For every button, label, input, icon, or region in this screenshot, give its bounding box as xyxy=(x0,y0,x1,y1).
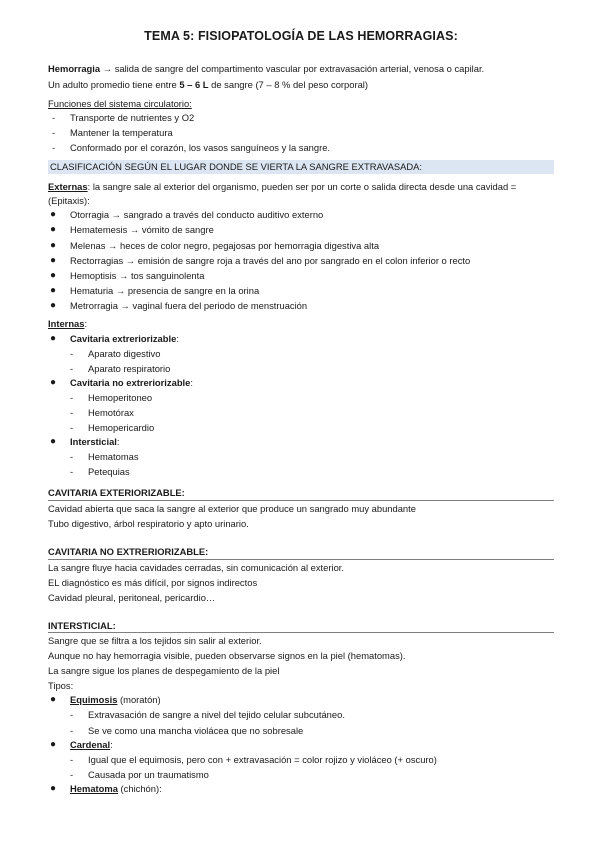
dash-marker: - xyxy=(70,725,74,736)
adult-post: de sangre (7 – 8 % del peso corporal) xyxy=(208,79,368,90)
list-item: Igual que el equimosis, pero con + extravasación = color rojizo y violáceo (+ oscuro) xyxy=(88,754,437,765)
paragraph-line: EL diagnóstico es más difícil, por signos indirectos xyxy=(48,577,258,588)
dash-marker: - xyxy=(70,709,74,720)
paragraph-line: Aunque no hay hemorragia visible, pueden observarse signos en la piel (hematomas). xyxy=(48,650,406,661)
bullet-marker: ● xyxy=(50,224,57,235)
list-item: Rectorragias → emisión de sangre roja a través del ano por sangrado en el colon inferior o recto xyxy=(70,255,471,266)
externas-text: : la sangre sale al exterior del organismo, pueden ser por un corte o salida directa desde una cavidad = xyxy=(87,181,517,192)
externas-label: Externas xyxy=(48,181,88,192)
adult-pre: Un adulto promedio tiene entre xyxy=(48,79,180,90)
internas-line xyxy=(48,318,87,330)
dash-marker: - xyxy=(52,127,56,138)
intro-definition xyxy=(48,63,484,75)
funciones-heading: Funciones del sistema circulatorio: xyxy=(48,98,192,109)
bullet-marker: ● xyxy=(50,333,57,344)
list-item: Extravasación de sangre a nivel del tejido celular subcutáneo. xyxy=(88,709,345,720)
dash-marker: - xyxy=(70,392,74,403)
list-item: Hemotórax xyxy=(88,407,134,418)
paragraph-line: Tipos: xyxy=(48,680,74,691)
section-divider xyxy=(48,632,554,633)
internas-colon: : xyxy=(84,318,88,329)
list-item: Hematomas xyxy=(88,451,139,462)
classification-banner xyxy=(48,160,554,174)
externas-text-2: (Epitaxis): xyxy=(48,195,90,206)
cav-noext-heading: CAVITARIA NO EXTRERIORIZABLE: xyxy=(48,546,209,557)
paragraph-line: Tubo digestivo, árbol respiratorio y apto urinario. xyxy=(48,518,249,529)
list-item: Conformado por el corazón, los vasos sanguíneos y la sangre. xyxy=(70,142,331,153)
paragraph-line: La sangre fluye hacia cavidades cerradas, sin comunicación al exterior. xyxy=(48,562,344,573)
term-hemorragia: Hemorragia xyxy=(48,63,101,74)
list-item: Metrorragia → vaginal fuera del periodo de menstruación xyxy=(70,300,308,311)
dash-marker: - xyxy=(70,422,74,433)
page-title: TEMA 5: FISIOPATOLOGÍA DE LAS HEMORRAGIAS: xyxy=(144,29,458,43)
dash-marker: - xyxy=(70,348,74,359)
list-item: Melenas → heces de color negro, pegajosas por hemorragia digestiva alta xyxy=(70,240,380,251)
classification-heading: CLASIFICACIÓN SEGÚN EL LUGAR DONDE SE VIERTA LA SANGRE EXTRAVASADA: xyxy=(50,161,422,172)
tipo-title: Hematoma (chichón): xyxy=(70,783,162,794)
bullet-marker: ● xyxy=(50,300,57,311)
dash-marker: - xyxy=(70,769,74,780)
list-item: Transporte de nutrientes y O2 xyxy=(70,112,195,123)
group-title: Cavitaria no extreriorizable: xyxy=(70,377,193,388)
paragraph-line: Cavidad pleural, peritoneal, pericardio… xyxy=(48,592,216,603)
cav-ext-heading: CAVITARIA EXTERIORIZABLE: xyxy=(48,487,185,498)
adult-volume-line xyxy=(48,79,368,91)
list-item: Causada por un traumatismo xyxy=(88,769,209,780)
list-item: Hematuria → presencia de sangre en la orina xyxy=(70,285,260,296)
bullet-marker: ● xyxy=(50,255,57,266)
bullet-marker: ● xyxy=(50,270,57,281)
dash-marker: - xyxy=(70,466,74,477)
definition-text: → salida de sangre del compartimento vascular por extravasación arterial, venosa o capilar. xyxy=(100,63,485,74)
list-item: Aparato digestivo xyxy=(88,348,161,359)
adult-volume: 5 – 6 L xyxy=(179,79,209,90)
paragraph-line: Cavidad abierta que saca la sangre al exterior que produce un sangrado muy abundante xyxy=(48,503,416,514)
list-item: Mantener la temperatura xyxy=(70,127,173,138)
paragraph-line: Sangre que se filtra a los tejidos sin salir al exterior. xyxy=(48,635,262,646)
bullet-marker: ● xyxy=(50,377,57,388)
list-item: Petequias xyxy=(88,466,130,477)
bullet-marker: ● xyxy=(50,240,57,251)
dash-marker: - xyxy=(70,754,74,765)
list-item: Aparato respiratorio xyxy=(88,363,171,374)
bullet-marker: ● xyxy=(50,285,57,296)
dash-marker: - xyxy=(70,451,74,462)
list-item: Hematemesis → vómito de sangre xyxy=(70,224,214,235)
bullet-marker: ● xyxy=(50,209,57,220)
tipo-title: Cardenal: xyxy=(70,739,113,750)
list-item: Se ve como una mancha violácea que no sobresale xyxy=(88,725,304,736)
bullet-marker: ● xyxy=(50,783,57,794)
paragraph-line: La sangre sigue los planes de despegamiento de la piel xyxy=(48,665,280,676)
section-divider xyxy=(48,500,554,501)
section-divider xyxy=(48,559,554,560)
dash-marker: - xyxy=(52,142,56,153)
bullet-marker: ● xyxy=(50,436,57,447)
list-item: Otorragia → sangrado a través del conducto auditivo externo xyxy=(70,209,324,220)
externas-line xyxy=(48,181,516,193)
list-item: Hemopericardio xyxy=(88,422,155,433)
dash-marker: - xyxy=(52,112,56,123)
list-item: Hemoperitoneo xyxy=(88,392,153,403)
group-title: Intersticial: xyxy=(70,436,120,447)
list-item: Hemoptisis → tos sanguinolenta xyxy=(70,270,205,281)
internas-label: Internas xyxy=(48,318,85,329)
group-title: Cavitaria extreriorizable: xyxy=(70,333,179,344)
bullet-marker: ● xyxy=(50,739,57,750)
bullet-marker: ● xyxy=(50,694,57,705)
dash-marker: - xyxy=(70,363,74,374)
dash-marker: - xyxy=(70,407,74,418)
intersticial-heading: INTERSTICIAL: xyxy=(48,620,116,631)
tipo-title: Equimosis (moratón) xyxy=(70,694,161,705)
